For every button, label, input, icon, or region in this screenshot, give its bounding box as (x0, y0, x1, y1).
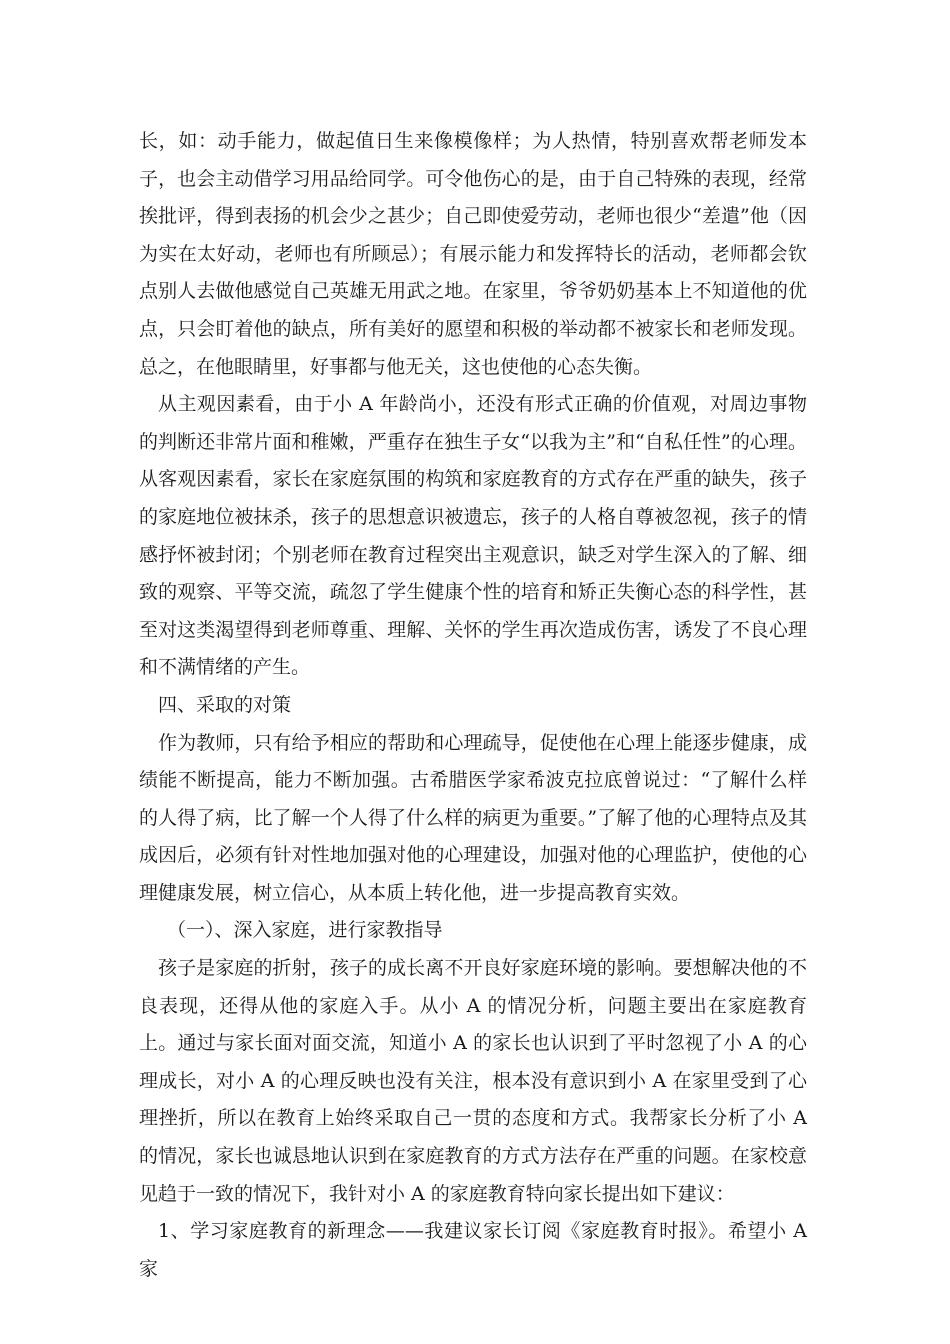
paragraph-teacher-role: 作为教师，只有给予相应的帮助和心理疏导，促使他在心理上能逐步健康，成绩能不断提高，能力不断加强。古希腊医学家希波克拉底曾说过：“了解什么样的人得了病，比了解一个人得了什么样的病更为重要。”了解了他的心理特点及其成因后，必须有针对性地加强对他的心理建设，加强对他的心理监护，使他的心理健康发展，树立信心，从本质上转化他，进一步提高教育实效。 (139, 731, 807, 904)
paragraph-cause-analysis: 从主观因素看，由于小 A 年龄尚小，还没有形式正确的价值观，对周边事物的判断还非常片面和稚嫩，严重存在独生子女“以我为主”和“自私任性”的心理。从客观因素看，家长在家庭氛围的构筑和家庭教育的方式存在严重的缺失，孩子的家庭地位被抹杀，孩子的思想意识被遗忘，孩子的人格自尊被忽视，孩子的情感抒怀被封闭；个别老师在教育过程突出主观意识，缺乏对学生深入的了解、细致的观察、平等交流，疏忽了学生健康个性的培育和矫正失衡心态的科学性，甚至对这类渴望得到老师尊重、理解、关怀的学生再次造成伤害，诱发了不良心理和不满情绪的产生。 (139, 393, 807, 679)
paragraph-family-influence: 孩子是家庭的折射，孩子的成长离不开良好家庭环境的影响。要想解决他的不良表现，还得从他的家庭入手。从小 A 的情况分析，问题主要出在家庭教育上。通过与家长面对面交流，知道小 A 的家长也认识到了平时忽视了小 A 的心理成长，对小 A 的心理反映也没有关注，根本没有意识到小 A 在家里受到了心理挫折，所以在教育上始终采取自己一贯的态度和方式。我帮家长分析了小 A 的情况，家长也诚恳地认识到在家庭教育的方式方法存在严重的问题。在家校意见趋于一致的情况下，我针对小 A 的家庭教育特向家长提出如下建议： (139, 957, 807, 1205)
section-heading-countermeasures: 四、采取的对策 (158, 693, 292, 716)
paragraph-suggestion-1: 1、学习家庭教育的新理念——我建议家长订阅《家庭教育时报》。希望小 A 家 (139, 1220, 807, 1280)
subsection-heading-family-guidance: （一）、深入家庭，进行家教指导 (167, 919, 443, 942)
paragraph-continuation: 长，如：动手能力，做起值日生来像模像样；为人热情，特别喜欢帮老师发本子，也会主动借学习用品给同学。可令他伤心的是，由于自己特殊的表现，经常挨批评，得到表扬的机会少之甚少；自己即使爱劳动，老师也很少“差遣”他（因为实在太好动，老师也有所顾忌）；有展示能力和发挥特长的活动，老师都会钦点别人去做他感觉自己英雄无用武之地。在家里，爷爷奶奶基本上不知道他的优点，只会盯着他的缺点，所有美好的愿望和积极的举动都不被家长和老师发现。总之，在他眼睛里，好事都与他无关，这也使他的心态失衡。 (139, 130, 807, 378)
document-body (139, 123, 807, 1288)
